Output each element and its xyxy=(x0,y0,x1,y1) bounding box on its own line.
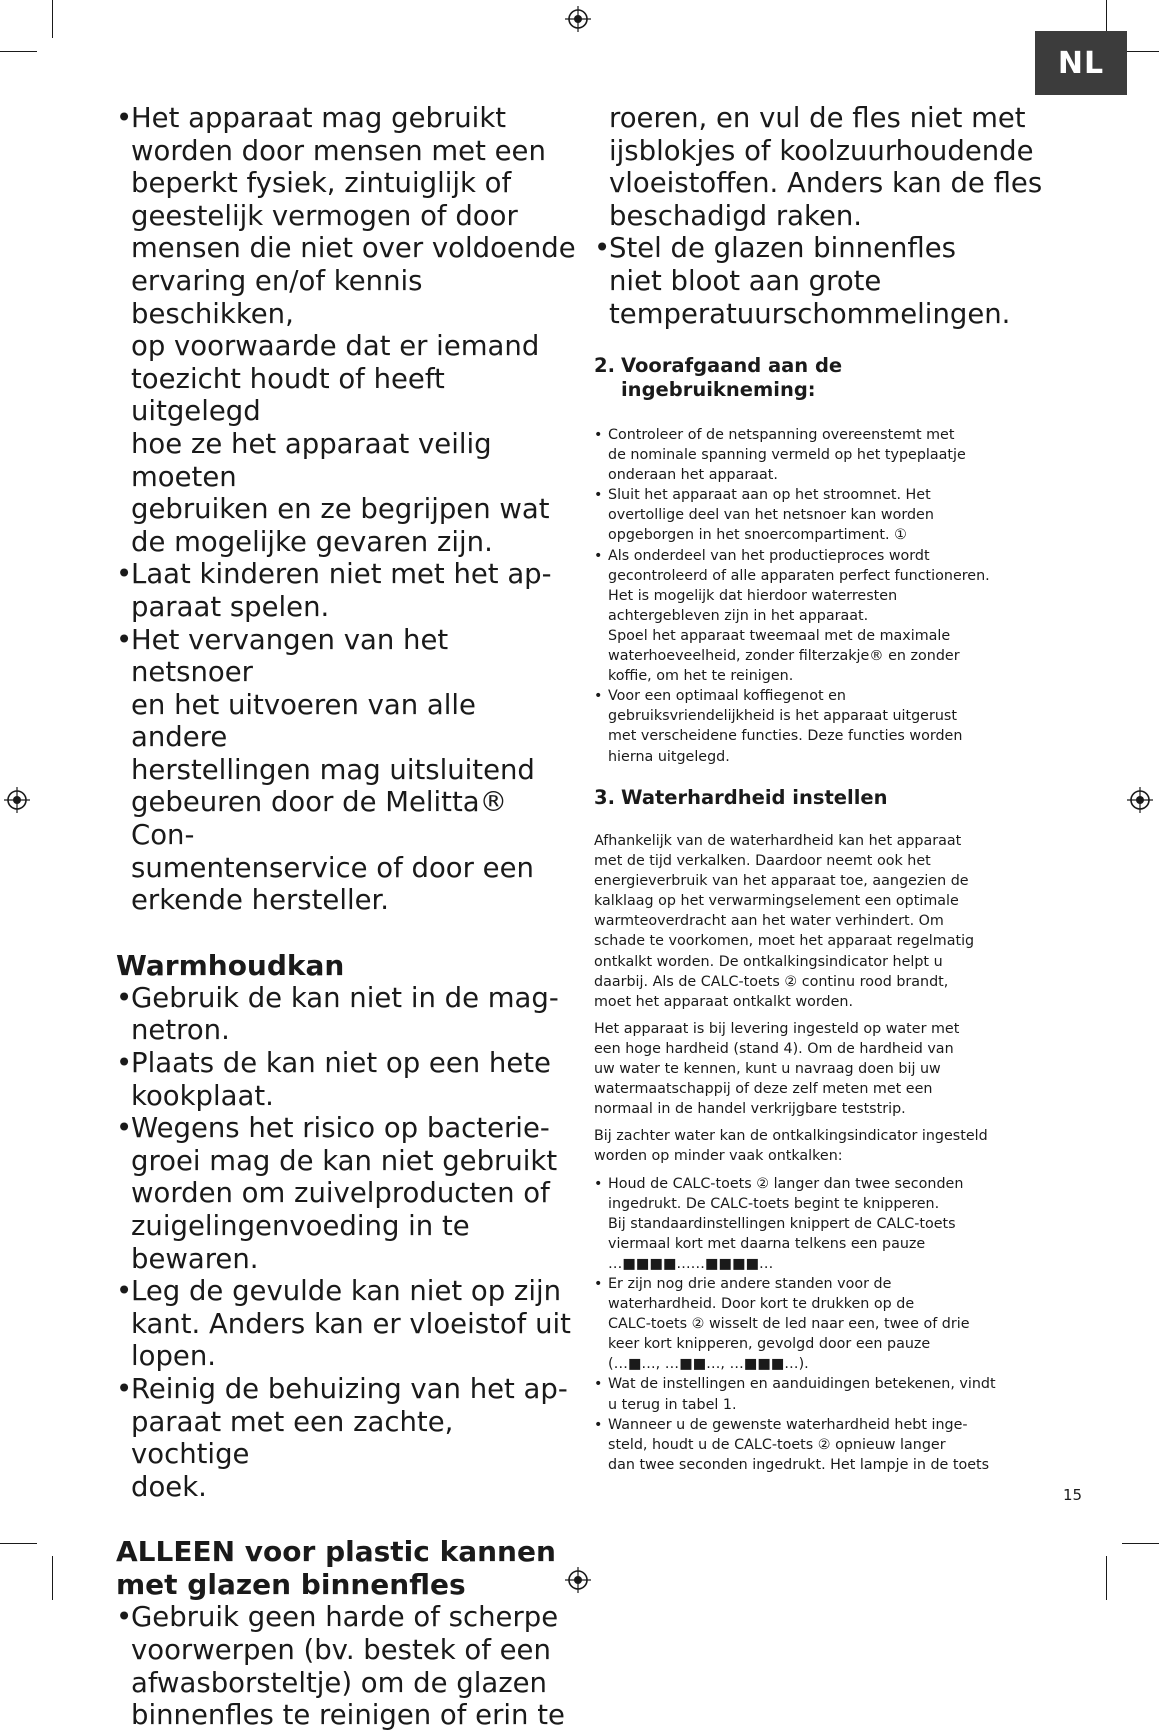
paragraph: Bij zachter water kan de ontkalkingsindicator ingesteld worden op minder vaak ontkalken: xyxy=(594,1128,988,1165)
list-item: • Controleer of de netspanning overeenstemt met de nominale spanning vermeld op het typeplaatje onderaan het apparaat. xyxy=(594,427,966,484)
crop-mark xyxy=(1106,1556,1107,1600)
registration-mark-icon xyxy=(565,6,591,32)
page-number: 15 xyxy=(1063,1486,1083,1504)
continuation-text: roeren, en vul de fles niet met ijsblokjes of koolzuurhoudende vloeistoffen. Anders kan de fles beschadigd raken. xyxy=(609,102,1043,232)
list-item: • Leg de gevulde kan niet op zijn kant. Anders kan er vloeistof uit lopen. xyxy=(116,1275,571,1373)
section-heading-3: 3. Waterhardheid instellen xyxy=(594,786,888,809)
language-tab: NL xyxy=(1035,31,1127,95)
left-column xyxy=(116,102,576,1732)
list-item: • Het apparaat mag gebruikt worden door mensen met een beperkt fysiek, zintuiglijk of geestelijk vermogen of door mensen die niet over voldoende ervaring en/of kennis beschikken, op voorwaarde dat er iemand toezicht houdt of heeft uitgelegd hoe ze het apparaat veilig moeten gebruiken en ze begrijpen wat de mogelijke gevaren zijn. xyxy=(116,102,576,558)
list-item: • Voor een optimaal koffiegenot en gebruiksvriendelijkheid is het apparaat uitgerust met verscheidene functies. Deze functies worden hierna uitgelegd. xyxy=(594,688,963,765)
section-2-list xyxy=(594,425,1054,767)
list-item: • Houd de CALC-toets ② langer dan twee seconden ingedrukt. De CALC-toets begint te knipperen. Bij standaardinstellingen knippert de CALC-toets viermaal kort met daarna telkens een pauze …■■■■……■■■■… xyxy=(594,1175,964,1272)
list-item: • Als onderdeel van het productieproces wordt gecontroleerd of alle apparaten perfect functioneren. Het is mogelijk dat hierdoor waterresten achtergebleven zijn in het apparaat. Spoel het apparaat tweemaal met de maximale waterhoeveelheid, zonder filterzakje® en zonder koffie, om het te reinigen. xyxy=(594,547,990,685)
registration-mark-icon xyxy=(4,787,30,813)
crop-mark xyxy=(0,51,37,52)
section-3-body xyxy=(594,831,1054,1475)
crop-mark xyxy=(52,0,53,38)
paragraph: Het apparaat is bij levering ingesteld op water met een hoge hardheid (stand 4). Om de hardheid van uw water te kennen, kunt u navraag doen bij uw watermaatschappij of deze zelf meten met een normaal in de handel verkrijgbare teststrip. xyxy=(594,1020,960,1118)
list-item: • Het vervangen van het netsnoer en het uitvoeren van alle andere herstellingen mag uitsluitend gebeuren door de Melitta® Con- sumentenservice of door een erkende hersteller. xyxy=(116,623,535,917)
section-heading-plastic: ALLEEN voor plastic kannen met glazen binnenfles xyxy=(116,1535,556,1602)
registration-mark-icon xyxy=(1127,787,1153,813)
crop-mark xyxy=(1122,1543,1159,1544)
list-item: • Laat kinderen niet met het ap- paraat spelen. xyxy=(116,558,552,623)
list-item: • Er zijn nog drie andere standen voor de waterhardheid. Door kort te drukken op de CALC-toets ② wisselt de led naar een, twee of drie keer kort knipperen, gevolgd door een pauze (…■…, …■■…, …■■■…). xyxy=(594,1275,970,1373)
crop-mark xyxy=(0,1543,37,1544)
paragraph: Afhankelijk van de waterhardheid kan het apparaat met de tijd verkalken. Daardoor neemt ook het energieverbruik van het apparaat toe, aangezien de kalklaag op het verwarmingselement een optimale warmteoverdracht aan het water verhindert. Om schade te voorkomen, moet het apparaat regelmatig ontkalkt worden. De ontkalkingsindicator helpt u daarbij. Als de CALC-toets ② continu rood brandt, moet het apparaat ontkalkt worden. xyxy=(594,833,975,1010)
large-text-block xyxy=(594,102,1054,330)
list-item: • Reinig de behuizing van het ap- paraat met een zachte, vochtige doek. xyxy=(116,1372,568,1503)
section-heading-2: 2. Voorafgaand aan de ingebruikneming: xyxy=(594,354,843,401)
list-item: • Wegens het risico op bacterie- groei mag de kan niet gebruikt worden om zuivelproducten of zuigelingenvoeding in te bewaren. xyxy=(116,1112,558,1275)
list-item: • Gebruik de kan niet in de mag- netron. xyxy=(116,981,559,1047)
list-item: • Gebruik geen harde of scherpe voorwerpen (bv. bestek of een afwasborsteltje) om de glazen binnenfles te reinigen of erin te xyxy=(116,1601,565,1732)
list-item: • Sluit het apparaat aan op het stroomnet. Het overtollige deel van het netsnoer kan worden opgeborgen in het snoercompartiment. ① xyxy=(594,487,934,544)
list-item: • Stel de glazen binnenfles niet bloot aan grote temperatuurschommelingen. xyxy=(594,232,1011,330)
list-item: • Plaats de kan niet op een hete kookplaat. xyxy=(116,1047,551,1112)
section-heading-warmhoudkan: Warmhoudkan xyxy=(116,948,345,982)
list-item: • Wanneer u de gewenste waterhardheid hebt inge- steld, houdt u de CALC-toets ② opnieuw langer dan twee seconden ingedrukt. Het lampje in de toets xyxy=(594,1416,990,1473)
crop-mark xyxy=(1122,51,1159,52)
list-item: • Wat de instellingen en aanduidingen betekenen, vindt u terug in tabel 1. xyxy=(594,1376,996,1413)
crop-mark xyxy=(52,1556,53,1600)
